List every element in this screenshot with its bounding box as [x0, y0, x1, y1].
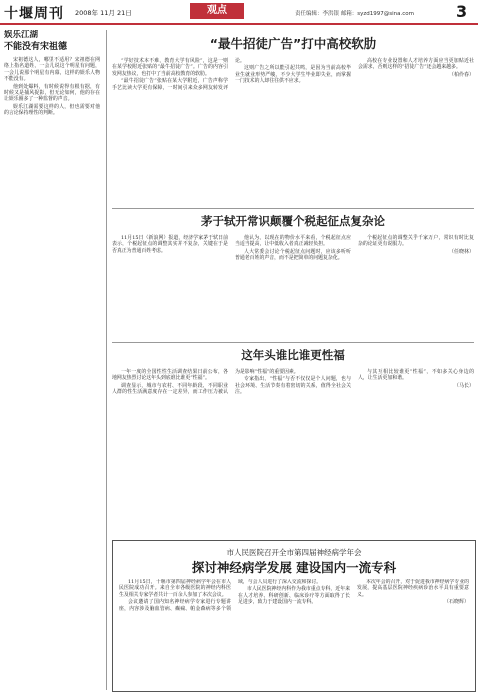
- box-subtitle: 市人民医院召开全市第四届神经病学年会: [226, 548, 362, 557]
- column-body: [4, 57, 100, 117]
- newspaper-title: 十堰周刊: [4, 6, 64, 22]
- box-paragraph: 本次年会的召开，对于促进我市神经病学专业的发展，提高基层医院神经疾病诊治水平具有重要意义。: [357, 579, 469, 598]
- article-paragraph: 调查显示，城市与农村、不同年龄段、不同职业人群的性生活满意度存在一定差异，而工作压力被认为是影响“性福”的重要因素。: [112, 369, 299, 396]
- section-rule: [112, 208, 474, 209]
- article-byline: （任晓林）: [448, 248, 474, 255]
- box-title: 探讨神经病学发展 建设国内一流专科: [191, 560, 397, 575]
- article-paragraph: 这则广告之所以能引起共鸣，是因为当前高校毕业生就业形势严峻，不少大学生毕业即失业，而掌握一门技术的人却往往供不应求。: [235, 65, 351, 85]
- article-paragraph: 11月15日（新浪网）报道，经济学家茅于轼日前表示，个税起征点的调整其实并不复杂，关键在于是否真正为普通百姓考虑。: [112, 235, 228, 254]
- box-paragraph: 会议邀请了国内知名神经病学专家进行专题讲座，内容涉及脑血管病、癫痫、帕金森病等多个领域，与会人员进行了深入交流和探讨。: [119, 579, 322, 612]
- article-survey: [112, 346, 474, 534]
- article-title: 茅于轼开常识颠覆个税起征点复杂论: [201, 214, 385, 228]
- article-paragraph: 他认为，以现在的物价水平来看，个税起征点应当适当提高，让中低收入者真正减轻负担。: [235, 235, 351, 248]
- section-rule: [112, 342, 474, 343]
- issue-date: 2008年 11月 21日: [75, 9, 132, 17]
- box-byline: （石晓辉）: [443, 599, 469, 606]
- section-label: 观点: [190, 3, 244, 19]
- column-divider: [106, 30, 107, 690]
- article-byline: （柏伶春）: [448, 71, 474, 78]
- article-tax: [112, 212, 474, 340]
- article-paragraph: 人大常委会讨论个税起征点问题时，应该多听听普通老百姓的声音，而不是把简单的问题复杂化。: [235, 248, 351, 262]
- column-paragraph: 宋祖德这人，哪里不适用？宋祖德在网络上指名道姓，一会儿说这个明星有问题，一会儿说那个明星有内幕，这样的娱乐人物不能没有。: [4, 57, 100, 83]
- column-head: 娱乐江湖: [4, 30, 39, 40]
- article-body: [112, 58, 474, 91]
- box-body: [119, 579, 469, 687]
- article-body: [112, 235, 474, 262]
- article-paragraph: 个税起征点的调整关乎千家万户，常识有时比复杂的论证更有说服力。: [358, 235, 474, 248]
- left-column: [4, 30, 100, 690]
- masthead: [0, 0, 478, 25]
- column-subhead: 不能没有宋祖德: [4, 42, 68, 52]
- column-paragraph: 娱乐江湖需要这样的人，但也需要对他的言论保持理性的判断。: [4, 103, 100, 117]
- box-paragraph: 市人民医院神经内科作为我市重点专科，近年来在人才培养、科研创新、临床诊疗等方面取得了长足进步，致力于建设国内一流专科。: [238, 586, 350, 606]
- page-number: 3: [456, 2, 468, 21]
- article-paragraph: 专家指出，“性福”与否不仅仅是个人问题，也与社会环境、生活节奏有着密切的关系，值得全社会关注。: [235, 376, 351, 396]
- article-paragraph: 与其互相比较谁更“性福”，不如多关心身边的人，让生活更加和谐。: [358, 369, 474, 382]
- article-paragraph: 一年一度的全国性性生活调查结果日前公布，各地网友热烈讨论这年头到底谁比谁更“性福”。: [112, 369, 228, 382]
- article-paragraph: “最牛招徒广告”张贴在某大学附近，广告声称学手艺比读大学更有保障，一时间引来众多网友转发评论。: [112, 58, 245, 91]
- column-paragraph: 他到处爆料，有时候说得有根有据，有时候又是捕风捉影，但无论如何，他的存在让娱乐圈多了一种监督的声音。: [4, 83, 100, 103]
- article-paragraph: “学好技术本不难，教育大学有风险”，这是一则在某学校附近张贴的“最牛招徒广告”。广告的内容引发网友热议，也打中了当前高校教育的软肋。: [112, 58, 228, 77]
- article-paragraph: 高校在专业设置和人才培养方面应当更加贴近社会需求，否则这样的“招徒广告”还会越来越多。: [358, 58, 474, 71]
- article-recruit-ad: [112, 30, 474, 205]
- article-byline: （马长）: [453, 382, 474, 389]
- article-title: 这年头谁比谁更性福: [241, 348, 345, 362]
- article-title: “最牛招徒广告”打中高校软肋: [209, 36, 377, 51]
- box-paragraph: 11月15日，十堰市第四届神经病学年会在市人民医院成功召开。来自全市各级医院的神经内科医生及相关专家学者共计一百余人参加了本次会议。: [119, 579, 231, 598]
- article-body: [112, 369, 474, 396]
- editor-line: 责任编辑：李洪银 邮箱：syzd1997@sina.com: [295, 11, 414, 17]
- hospital-news-box: [112, 540, 476, 692]
